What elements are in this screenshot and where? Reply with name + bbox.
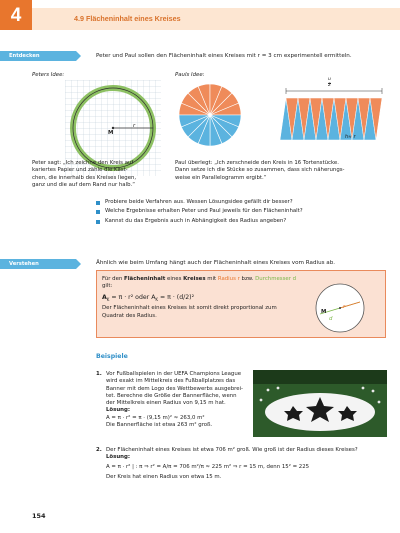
task-list xyxy=(96,199,386,227)
chapter-number: 4 xyxy=(10,5,22,26)
area-formula: $A_K = \pi \cdot r^2$ oder $A_K = \pi \cdot (d/2)^2$ xyxy=(102,293,195,302)
example1-text: Vor Fußballspielen in der UEFA Champions League wird exakt im Mittelkreis des Fußballplatzes das Banner mit dem Logo des Wettbewerbs ausgebrei- tet. Berechne die Größe der Bannerfläche, wenn der Mittelkreis einen Radius von 9,15 m hat. Lösung: A = π · r² = π · (9,15 m)² ≈ 263,0 m² Die Bannerfläche ist etwa 263 m² groß. xyxy=(106,371,243,429)
example2-text: Der Flächeninhalt eines Kreises ist etwa 706 m² groß. Wie groß ist der Radius dieses Kreises? Lösung: A = π · r² | : π ⇒ r² = A/π = 706 m²/π ≈ 225 m² ⇒ r = 15 m, denn 15² = 225 Der Kreis hat einen Radius von etwa 15 m. xyxy=(106,447,358,480)
peter-text: Peter sagt: „Ich zeichne den Kreis auf kariertes Papier und zähle die Käst- chen, die innerhalb des Kreises liegen, ganz und die auf dem Rand nur halb.“ xyxy=(32,160,137,188)
understand-text: Ähnlich wie beim Umfang hängt auch der Flächeninhalt eines Kreises vom Radius ab. xyxy=(96,260,336,266)
paul-height-label: h≈ r xyxy=(345,135,356,140)
pie-circle-figure xyxy=(177,82,243,148)
paul-top-label: u 2 xyxy=(328,77,331,88)
def-center-label: M xyxy=(321,309,327,315)
definition-text: Für den Flächeninhalt eines Kreises mit Radius r bzw. Durchmesser d gilt: $A_K = \pi \cdot r^2$ oder $A_K = \pi \cdot (d/2)^2$ Der Flächeninhalt eines Kreises ist somit direkt proportional zum Quadrat des Radius. xyxy=(102,276,312,320)
definition-circle-figure xyxy=(310,280,370,335)
task-item: Welche Ergebnisse erhalten Peter und Paul jeweils für den Flächeninhalt? xyxy=(96,208,386,215)
task-item: Kannst du das Ergebnis auch in Abhängigkeit des Radius angeben? xyxy=(96,218,386,225)
stadium-photo xyxy=(253,370,387,437)
section-title: 4.9 Flächeninhalt eines Kreises xyxy=(74,14,181,23)
intro-text: Peter und Paul sollen den Flächeninhalt eines Kreises mit r = 3 cm experimentell ermitteln. xyxy=(96,53,352,59)
page-number: 154 xyxy=(32,512,46,520)
peter-radius-label: r xyxy=(133,123,136,129)
example2-number: 2. xyxy=(96,447,102,453)
tag-discover: Entdecken xyxy=(0,51,76,61)
def-radius-label: r xyxy=(343,304,346,310)
paul-text: Paul überlegt: „Ich zerschneide den Kreis in 16 Tortenstücke. Dann setze ich die Stücke so zusammen, dass sich näherungs- weise ein Parallelogramm ergibt.“ xyxy=(175,160,345,181)
parallelogram-figure xyxy=(250,78,390,148)
def-diameter-label: d xyxy=(329,316,333,322)
tag-understand: Verstehen xyxy=(0,259,76,269)
examples-title: Beispiele xyxy=(96,353,128,360)
peter-label: Peters Idee: xyxy=(32,72,65,78)
paul-label: Pauls Idee: xyxy=(175,72,205,78)
peter-center-label: M xyxy=(108,130,114,136)
task-item: Probiere beide Verfahren aus. Wessen Lösungsidee gefällt dir besser? xyxy=(96,199,386,206)
example1-number: 1. xyxy=(96,371,102,377)
champions-league-banner xyxy=(253,370,387,437)
